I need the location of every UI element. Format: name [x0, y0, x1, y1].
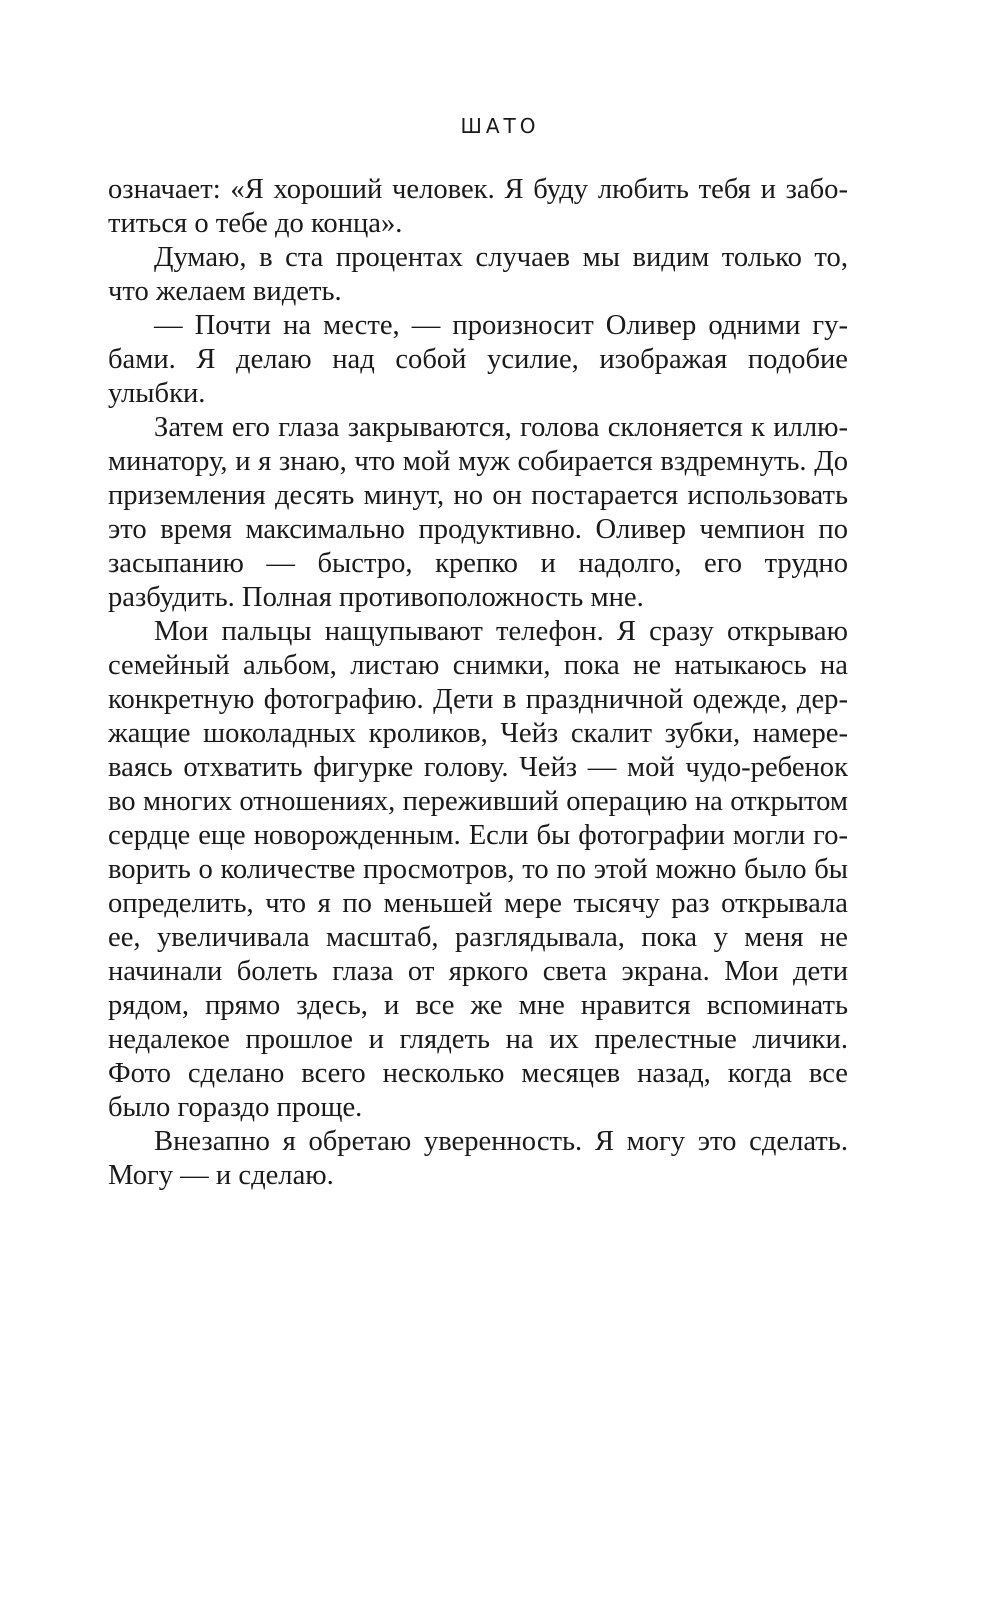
paragraph-dialogue: — Почти на месте, — произносит Оливер одними губами. Я делаю над собой усилие, изображая подобие улыбки. [108, 310, 848, 409]
paragraph: Внезапно я обретаю уверенность. Я могу это сделать. Могу — и сделаю. [108, 1126, 848, 1191]
paragraph: Затем его глаза закрываются, голова склоняется к иллюминатору, и я знаю, что мой муж собирается вздремнуть. До приземления десять минут, но он постарается использовать это время максимально продуктивно. Оливер чемпион по засыпанию — быстро, крепко и надолго, его трудно разбудить. Полная противоположность мне. [108, 412, 848, 613]
running-head: ШАТО [460, 114, 540, 138]
body-text [108, 173, 848, 1193]
paragraph: Думаю, в ста процентах случаев мы видим только то, что желаем видеть. [108, 242, 848, 307]
paragraph: Мои пальцы нащупывают телефон. Я сразу открываю семейный альбом, листаю снимки, пока не натыкаюсь на конкретную фотографию. Дети в праздничной одежде, держащие шоколадных кроликов, Чейз скалит зубки, намереваясь отхватить фигурке голову. Чейз — мой чудо-ребенок во многих отношениях, переживший операцию на открытом сердце еще новорожденным. Если бы фотографии могли говорить о количестве просмотров, то по этой можно было бы определить, что я по меньшей мере тысячу раз открывала ее, увеличивала масштаб, разглядывала, пока у меня не начинали болеть глаза от яркого света экрана. Мои дети рядом, прямо здесь, и все же мне нравится вспоминать недалекое прошлое и глядеть на их прелестные личики. Фото сделано всего несколько месяцев назад, когда все было гораздо проще. [108, 616, 848, 1123]
paragraph-continuation: означает: «Я хороший человек. Я буду любить тебя и заботиться о тебе до конца». [108, 174, 848, 239]
